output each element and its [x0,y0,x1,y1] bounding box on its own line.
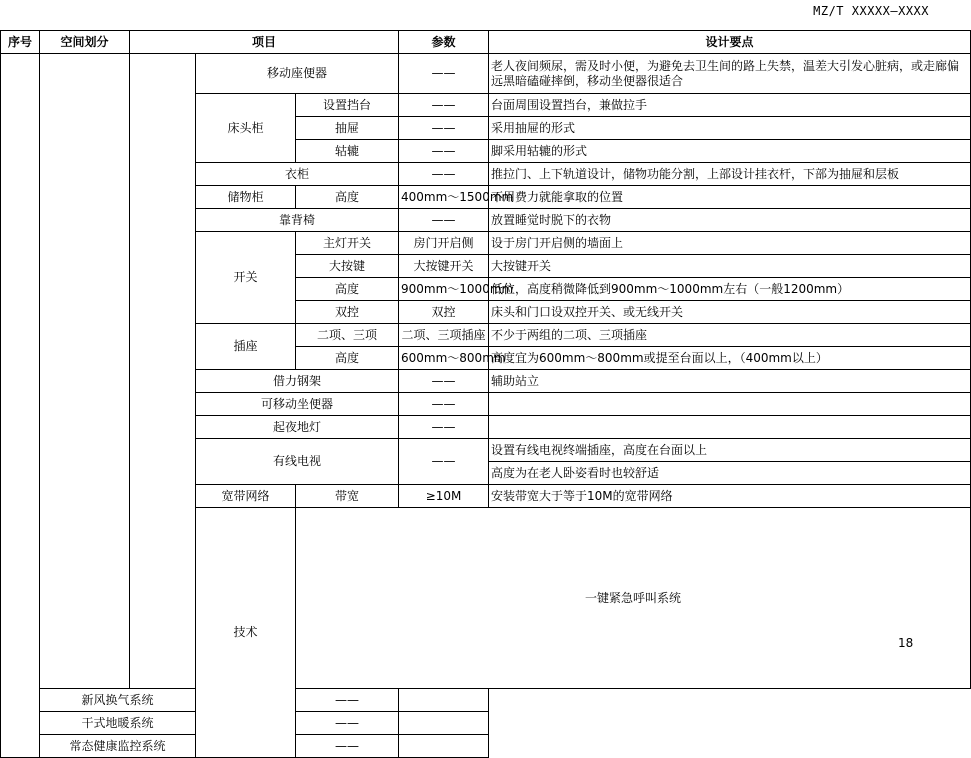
design-cell [489,393,971,416]
design-cell: 采用抽屉的形式 [489,117,971,140]
subitem-cell: 抽屉 [296,117,399,140]
item-cell: 起夜地灯 [196,416,399,439]
design-cell [489,416,971,439]
design-cell: 高度宜为600mm～800mm或提至台面以上，（400mm以上） [489,347,971,370]
design-cell: 高度为在老人卧姿看时也较舒适 [489,462,971,485]
design-cell: 安装带宽大于等于10M的宽带网络 [489,485,971,508]
param-cell: 二项、三项插座 [399,324,489,347]
design-cell: 辅助站立 [489,370,971,393]
header-item: 项目 [130,31,399,54]
header-param: 参数 [399,31,489,54]
param-cell: —— [399,163,489,186]
param-cell: —— [399,209,489,232]
param-cell: —— [399,393,489,416]
item-group-cell: 宽带网络 [196,485,296,508]
design-cell [399,712,489,735]
param-cell: 600mm～800mm [399,347,489,370]
item-cell: 干式地暖系统 [40,712,196,735]
subitem-cell: 主灯开关 [296,232,399,255]
param-cell: 900mm～1000mm [399,278,489,301]
table-row [1,689,971,712]
param-cell: —— [296,735,399,758]
param-cell: —— [399,54,489,94]
subitem-cell: 高度 [296,347,399,370]
subitem-cell: 高度 [296,278,399,301]
param-cell: —— [399,370,489,393]
item-group-cell: 插座 [196,324,296,370]
subitem-cell: 带宽 [296,485,399,508]
param-cell: —— [399,140,489,163]
item-cell: 借力钢架 [196,370,399,393]
header-row [1,31,971,54]
param-cell: 大按键开关 [399,255,489,278]
document-code: MZ/T XXXXX—XXXX [813,4,929,18]
subitem-cell: 大按键 [296,255,399,278]
space-cell [40,54,130,689]
subitem-cell: 双控 [296,301,399,324]
design-cell: 放置睡觉时脱下的衣物 [489,209,971,232]
param-cell: 房门开启侧 [399,232,489,255]
param-cell: 400mm～1500mm [399,186,489,209]
design-cell: 低位，高度稍微降低到900mm～1000mm左右（一般1200mm） [489,278,971,301]
page-number: 18 [898,636,914,650]
item-cell: 靠背椅 [196,209,399,232]
design-cell [399,689,489,712]
item-group-cell: 床头柜 [196,94,296,163]
category-cell-tech: 技术 [196,508,296,758]
design-cell: 设置有线电视终端插座，高度在台面以上 [489,439,971,462]
table-row [1,735,971,758]
item-cell: 有线电视 [196,439,399,485]
item-cell: 可移动坐便器 [196,393,399,416]
item-cell: 常态健康监控系统 [40,735,196,758]
seq-cell [1,54,40,758]
param-cell: —— [399,94,489,117]
design-table [0,30,971,758]
table-row [1,712,971,735]
design-cell: 不用费力就能拿取的位置 [489,186,971,209]
design-cell: 推拉门、上下轨道设计，储物功能分割，上部设计挂衣杆，下部为抽屉和层板 [489,163,971,186]
header-space: 空间划分 [40,31,130,54]
design-cell: 脚采用轱辘的形式 [489,140,971,163]
table-row [1,54,971,94]
item-group-cell: 开关 [196,232,296,324]
subitem-cell: 二项、三项 [296,324,399,347]
item-group-cell: 储物柜 [196,186,296,209]
design-cell: 不少于两组的二项、三项插座 [489,324,971,347]
param-cell: —— [399,416,489,439]
param-cell: —— [399,439,489,485]
param-cell: —— [399,117,489,140]
item-cell: 移动座便器 [196,54,399,94]
design-cell: 设于房门开启侧的墙面上 [489,232,971,255]
param-cell: —— [296,712,399,735]
item-cell: 衣柜 [196,163,399,186]
item-cell: 一键紧急呼叫系统 [296,508,971,689]
header-seq: 序号 [1,31,40,54]
subitem-cell: 设置挡台 [296,94,399,117]
category-blank-cell [130,54,196,689]
param-cell: 双控 [399,301,489,324]
subitem-cell: 轱辘 [296,140,399,163]
param-cell: ≥10M [399,485,489,508]
subitem-cell: 高度 [296,186,399,209]
design-cell: 大按键开关 [489,255,971,278]
design-cell [399,735,489,758]
header-design: 设计要点 [489,31,971,54]
param-cell: —— [296,689,399,712]
design-cell: 老人夜间频尿，需及时小便，为避免去卫生间的路上失禁，温差大引发心脏病，或走廊偏远黑暗磕碰摔倒，移动坐便器很适合 [489,54,971,94]
item-cell: 新风换气系统 [40,689,196,712]
design-cell: 台面周围设置挡台，兼做拉手 [489,94,971,117]
design-cell: 床头和门口设双控开关、或无线开关 [489,301,971,324]
